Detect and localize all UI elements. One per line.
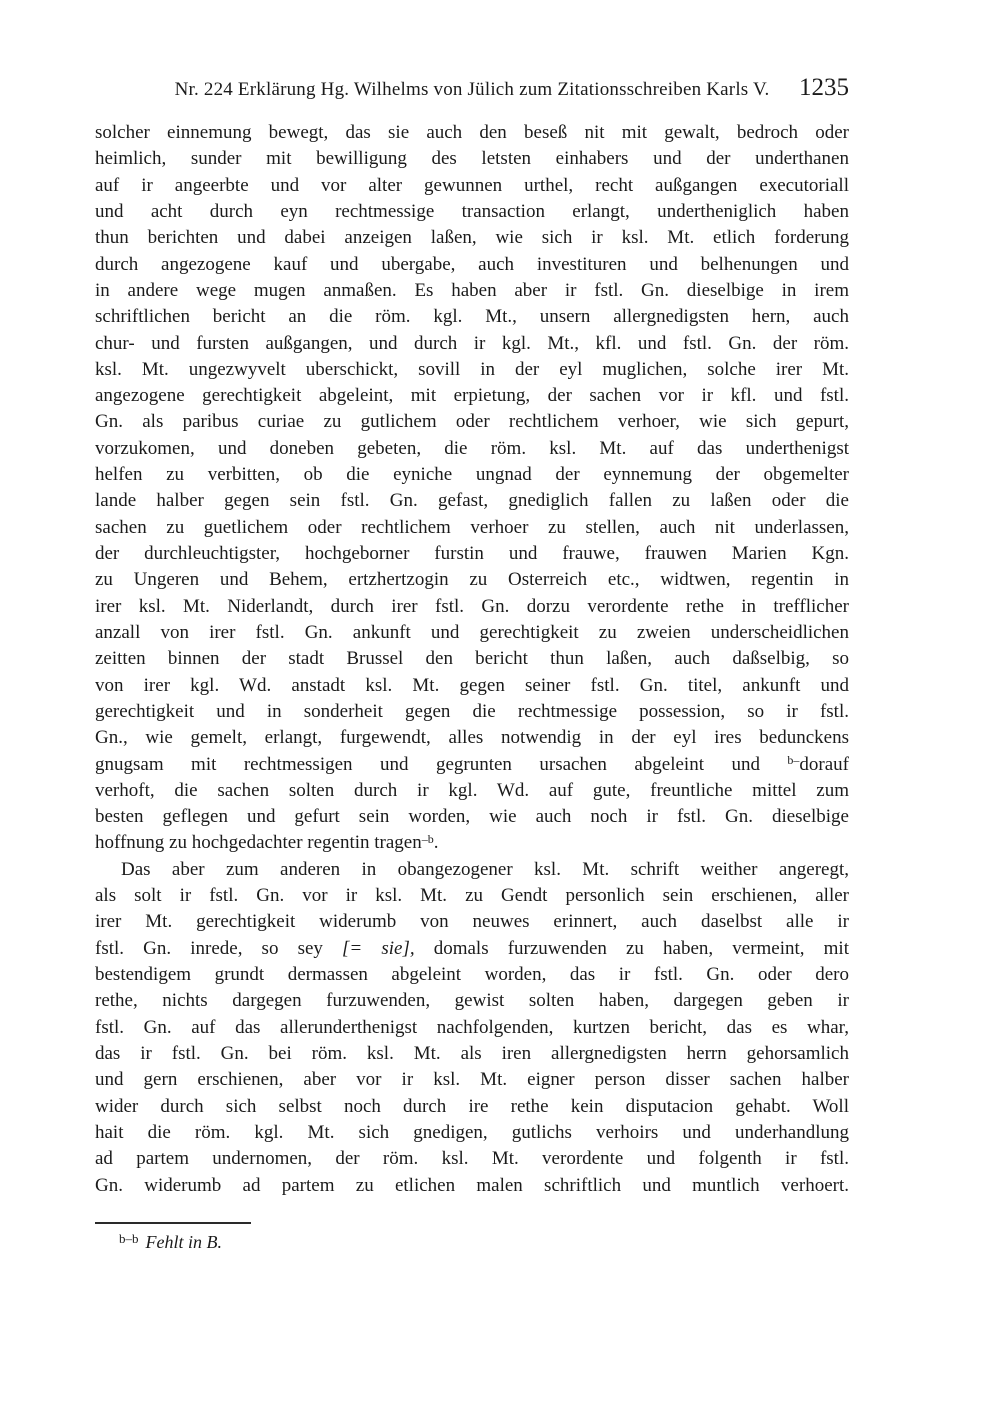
text-run: gerechtigkeit und in sonderheit gegen die rechtmessige possession, so ir fstl.: [95, 700, 849, 722]
text-run: Das aber zum anderen in obangezogener ksl. Mt. schrift weither angeregt,: [121, 858, 849, 880]
text-run: bestendigem grundt dermassen abgeleint worden, das ir fstl. Gn. oder dero: [95, 964, 849, 985]
text-run: der durchleuchtigster, hochgeborner furstin und frauwe, frauwen Marien Kgn.: [95, 543, 849, 564]
text-line: [95, 725, 849, 751]
text-line: [95, 962, 849, 988]
text-run: als solt ir fstl. Gn. vor ir ksl. Mt. zu Gendt personlich sein erschienen, aller: [95, 885, 849, 907]
text-run: hoffnung zu hochgedachter regentin tragen: [95, 832, 422, 854]
text-line: [95, 357, 849, 383]
text-line: [95, 857, 849, 883]
text-run: das ir fstl. Gn. bei röm. ksl. Mt. als iren allergnedigsten herrn gehorsamlich: [95, 1042, 849, 1064]
footnote: [95, 1229, 849, 1257]
text-line: [95, 436, 849, 462]
text-run: fstl. Gn. auf das allerunderthenigst nachfolgenden, kurtzen bericht, das es whar,: [95, 1016, 849, 1038]
text-line: [95, 1041, 849, 1067]
text-line: [95, 778, 849, 804]
text-line: [95, 225, 849, 251]
text-line: [95, 752, 849, 778]
text-run: Gn. als paribus curiae zu gutlichem oder rechtlichem verhoer, wie sich gepurt,: [95, 411, 849, 433]
footnote-separator: [95, 1222, 251, 1224]
text-line: [95, 1146, 849, 1172]
text-line: [95, 409, 849, 435]
text-line: [95, 1120, 849, 1146]
text-line: [95, 1094, 849, 1120]
text-run: rethe, nichts dargegen furzuwenden, gewist solten haben, dargegen geben ir: [95, 990, 849, 1012]
text-line: [95, 883, 849, 909]
text-run: irer ksl. Mt. Niderlandt, durch irer fstl. Gn. dorzu verordente rethe in trefflicher: [95, 595, 849, 617]
text-run: verhoft, die sachen solten durch ir kgl. Wd. auf gute, freuntliche mittel zum: [95, 779, 849, 801]
text-line: [95, 1067, 849, 1093]
text-line: [95, 646, 849, 672]
text-line: [95, 199, 849, 225]
text-run: dorauf: [799, 753, 849, 775]
text-run: zu Ungeren und Behem, ertzhertzogin zu Osterreich etc., widtwen, regentin in: [95, 569, 849, 591]
text-line: [95, 331, 849, 357]
text-line: [95, 699, 849, 725]
text-line: [95, 173, 849, 199]
text-line: [95, 830, 849, 856]
footnote-ref-sup: b–: [787, 753, 800, 768]
text-run: besten geflegen und gefurt sein worden, wie auch noch ir fstl. Gn. dieselbige: [95, 806, 849, 828]
text-run: .: [433, 832, 439, 854]
text-run: fstl. Gn. inrede, so sey: [95, 937, 343, 959]
text-run: ad partem undernomen, der röm. ksl. Mt. verordente und folgenth ir fstl.: [95, 1148, 849, 1170]
footnote-marker: b–b: [119, 1230, 139, 1246]
text-run: solcher einnemung bewegt, das sie auch den beseß nit mit gewalt, bedroch oder: [95, 122, 849, 143]
text-run: irer Mt. gerechtigkeit widerumb von neuwes erinnert, auch daselbst alle ir: [95, 911, 849, 933]
text-run: helfen zu verbitten, ob die eyniche ungnad der eynnemung der obgemelter: [95, 464, 849, 486]
text-run: sachen zu guetlichem oder rechtlichem verhoer zu stellen, auch nit underlassen,: [95, 516, 849, 538]
text-run: heimlich, sunder mit bewilligung des letsten einhabers und der underthanen: [95, 148, 849, 170]
text-line: [95, 488, 849, 514]
editorial-insertion: [= sie],: [342, 937, 415, 959]
text-line: [95, 541, 849, 567]
text-run: auf ir angeerbte und vor alter gewunnen urthel, recht außgangen executoriall: [95, 174, 849, 196]
text-run: Gn., wie gemelt, erlangt, furgewendt, alles notwendig in der eyl ires bedunckens: [95, 727, 849, 749]
text-run: durch angezogene kauf und ubergabe, auch investituren und belhenungen und: [95, 253, 849, 275]
text-line: [95, 304, 849, 330]
text-run: anzall von irer fstl. Gn. ankunft und gerechtigkeit zu zweien underscheidlichen: [95, 621, 849, 643]
text-line: [95, 383, 849, 409]
text-run: thun berichten und dabei anzeigen laßen, wie sich ir ksl. Mt. etlich forderung: [95, 227, 849, 249]
text-line: [95, 120, 849, 146]
footnote-text: Fehlt in B.: [145, 1232, 222, 1252]
text-run: chur- und fursten außgangen, und durch ir kgl. Mt., kfl. und fstl. Gn. der röm.: [95, 332, 849, 354]
text-line: [95, 567, 849, 593]
text-run: domals furzuwenden zu haben, vermeint, mit: [414, 937, 849, 959]
text-line: [95, 673, 849, 699]
text-run: hait die röm. kgl. Mt. sich gnedigen, gutlichs verhoirs und underhandlung: [95, 1121, 849, 1143]
text-run: ksl. Mt. ungezwyvelt uberschickt, sovill in der eyl muglichen, solche irer Mt.: [95, 358, 849, 380]
text-line: [95, 515, 849, 541]
text-run: gnugsam mit rechtmessigen und gegrunten ursachen abgeleint und: [95, 753, 788, 775]
text-line: [95, 909, 849, 935]
text-line: [95, 594, 849, 620]
text-run: lande halber gegen sein fstl. Gn. gefast, gnediglich fallen zu laßen oder die: [95, 490, 849, 512]
text-line: [95, 146, 849, 172]
text-line: [95, 1015, 849, 1041]
text-line: [95, 462, 849, 488]
text-run: von irer kgl. Wd. anstadt ksl. Mt. gegen seiner fstl. Gn. titel, ankunft und: [95, 674, 849, 696]
text-line: [95, 988, 849, 1014]
text-run: vorzukomen, und doneben gebeten, die röm. ksl. Mt. auf das underthenigst: [95, 437, 849, 459]
text-line: [95, 1173, 849, 1199]
text-run: und acht durch eyn rechtmessige transaction erlangt, undertheniglich haben: [95, 200, 849, 222]
text-run: und gern erschienen, aber vor ir ksl. Mt. eigner person disser sachen halber: [95, 1069, 849, 1091]
running-title: Nr. 224 Erklärung Hg. Wilhelms von Jülich zum Zitationsschreiben Karls V.: [174, 79, 770, 100]
text-run: angezogene gerechtigkeit abgeleint, mit erpietung, der sachen vor ir kfl. und fstl.: [95, 385, 849, 407]
page-number: 1235: [785, 73, 849, 103]
text-line: [95, 620, 849, 646]
text-run: in andere wege mugen anmaßen. Es haben aber ir fstl. Gn. dieselbige in irem: [95, 279, 849, 301]
main-text: [95, 120, 849, 1199]
text-run: wider durch sich selbst noch durch ire rethe kein disputacion gehabt. Woll: [95, 1095, 849, 1117]
footnote-ref-sup: –b: [421, 832, 434, 847]
text-line: [95, 252, 849, 278]
text-run: schriftlichen bericht an die röm. kgl. Mt., unsern allergnedigsten hern, auch: [95, 306, 849, 328]
text-line: [95, 804, 849, 830]
text-line: [95, 936, 849, 962]
text-run: Gn. widerumb ad partem zu etlichen malen schriftlich und muntlich verhoert.: [95, 1174, 849, 1196]
text-run: zeitten binnen der stadt Brussel den bericht thun laßen, auch daßselbig, so: [95, 648, 849, 670]
page-header: [95, 76, 849, 104]
text-line: [95, 278, 849, 304]
